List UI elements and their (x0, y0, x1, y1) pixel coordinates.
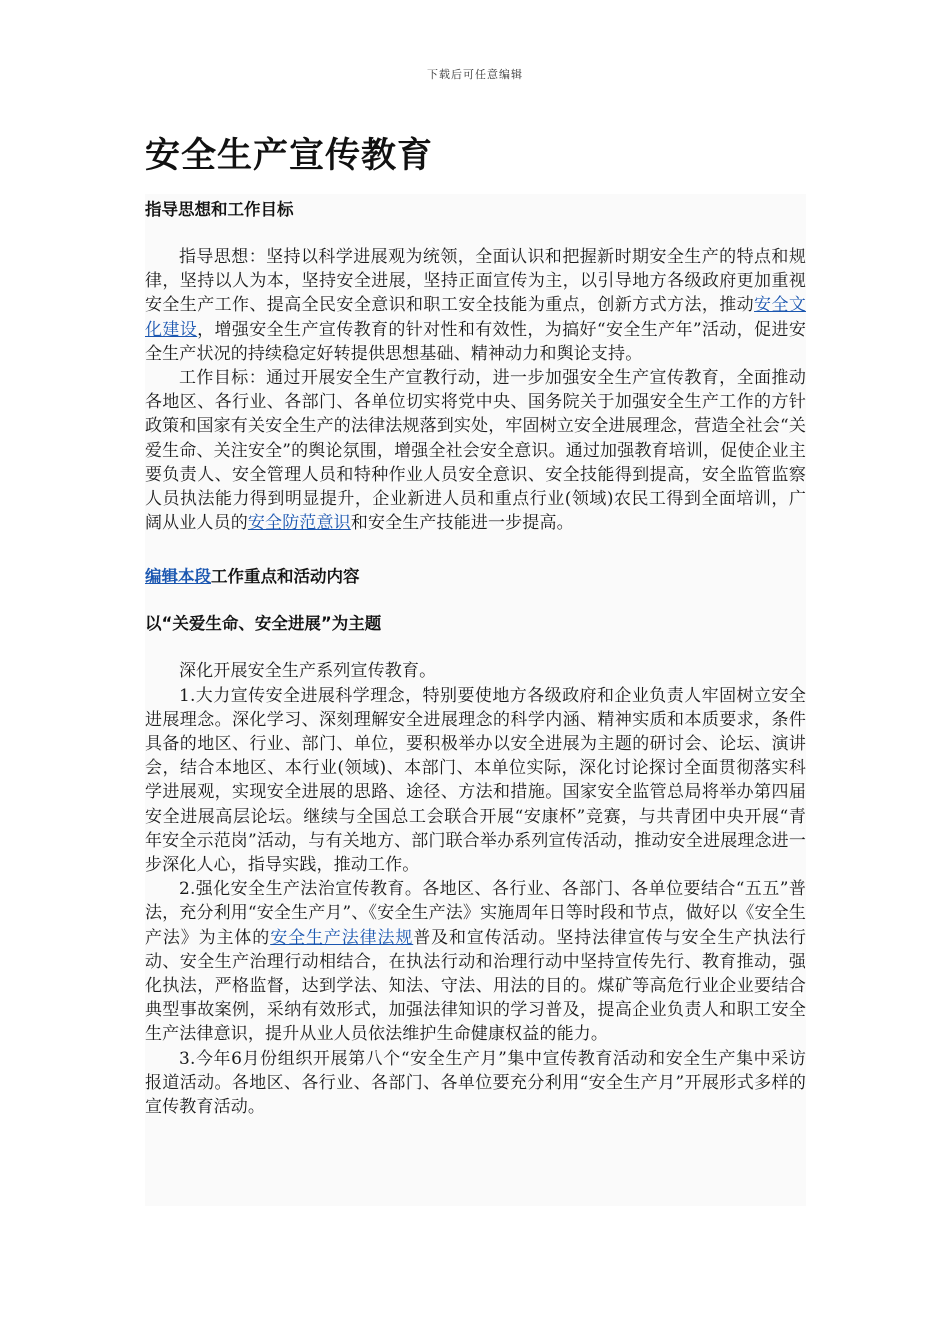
edit-section-link[interactable]: 编辑本段 (145, 567, 211, 587)
link-safety-culture[interactable]: 安全文化建设 (145, 295, 806, 340)
link-safety-law[interactable]: 安全生产法律法规 (270, 927, 414, 948)
page-title: 安全生产宣传教育 (145, 136, 434, 176)
header-note: 下载后可任意编辑 (427, 68, 523, 81)
paragraph-text: ，增强安全生产宣传教育的针对性和有效性，为搞好“安全生产年”活动，促进安全生产状况的持续稳定好转提供思想基础、精神动力和舆论支持。 (145, 319, 806, 364)
section-heading-theme: 以“关爱生命、安全进展”为主题 (145, 614, 382, 634)
paragraph-text: 指导思想：坚持以科学进展观为统领，全面认识和把握新时期安全生产的特点和规律，坚持以人为本，坚持安全进展，坚持正面宣传为主，以引导地方各级政府更加重视安全生产工作、提高全民安全意识和职工安全技能为重点，创新方式方法，推动 (145, 247, 806, 316)
link-safety-awareness[interactable]: 安全防范意识 (247, 513, 351, 534)
paragraph-work-goal (145, 366, 806, 535)
paragraph-item-3: 3.今年6月份组织开展第八个“安全生产月”集中宣传教育活动和安全生产集中采访报道活动。各地区、各行业、各部门、各单位要充分利用“安全生产月”开展形式多样的宣传教育活动。 (145, 1048, 806, 1118)
paragraph-text: 普及和宣传活动。坚持法律宣传与安全生产执法行动、安全生产治理行动相结合，在执法行动和治理行动中坚持宣传先行、教育推动，强化执法，严格监督，达到学法、知法、守法、用法的目的。煤矿等高危行业企业要结合典型事故案例，采纳有效形式，加强法律知识的学习普及，提高企业负责人和职工安全生产法律意识，提升从业人员依法维护生命健康权益的能力。 (145, 927, 806, 1045)
section-heading-work-focus (145, 565, 806, 589)
paragraph-text: 2.强化安全生产法治宣传教育。各地区、各行业、各部门、各单位要结合“五五”普法，充分利用“安全生产月”、《安全生产法》实施周年日等时段和节点，做好以《安全生产法》为主体的 (145, 879, 806, 948)
article-body (145, 194, 806, 1206)
paragraph-text: 工作目标：通过开展安全生产宣教行动，进一步加强安全生产宣传教育，全面推动各地区、各行业、各部门、各单位切实将党中央、国务院关于加强安全生产工作的方针政策和国家有关安全生产的法律法规落到实处，牢固树立安全进展理念，营造全社会“关爱生命、关注安全”的舆论氛围，增强全社会安全意识。通过加强教育培训，促使企业主要负责人、安全管理人员和特种作业人员安全意识、安全技能得到提高，安全监管监察人员执法能力得到明显提升，企业新进人员和重点行业(领域)农民工得到全面培训，广阔从业人员的 (145, 368, 806, 534)
section-heading-text: 工作重点和活动内容 (211, 567, 360, 587)
paragraph-item-2 (145, 877, 806, 1046)
section-heading-guiding-ideas: 指导思想和工作目标 (145, 200, 294, 219)
paragraph-text: 和安全生产技能进一步提高。 (350, 513, 574, 534)
paragraph-item-1: 1.大力宣传安全进展科学理念，特别要使地方各级政府和企业负责人牢固树立安全进展理念。深化学习、深刻理解安全进展理念的科学内涵、精神实质和本质要求，条件具备的地区、行业、部门、单位，要积极举办以安全进展为主题的研讨会、论坛、演讲会，结合本地区、本行业(领域)、本部门、本单位实际，深化讨论探讨全面贯彻落实科学进展观，实现安全进展的思路、途径、方法和措施。国家安全监管总局将举办第四届安全进展高层论坛。继续与全国总工会联合开展“安康杯”竞赛，与共青团中央开展“青年安全示范岗”活动，与有关地方、部门联合举办系列宣传活动，推动安全进展理念进一步深化人心，指导实践，推动工作。 (145, 685, 806, 876)
paragraph-intro: 深化开展安全生产系列宣传教育。 (179, 661, 437, 682)
paragraph-guiding-thought (145, 245, 806, 366)
